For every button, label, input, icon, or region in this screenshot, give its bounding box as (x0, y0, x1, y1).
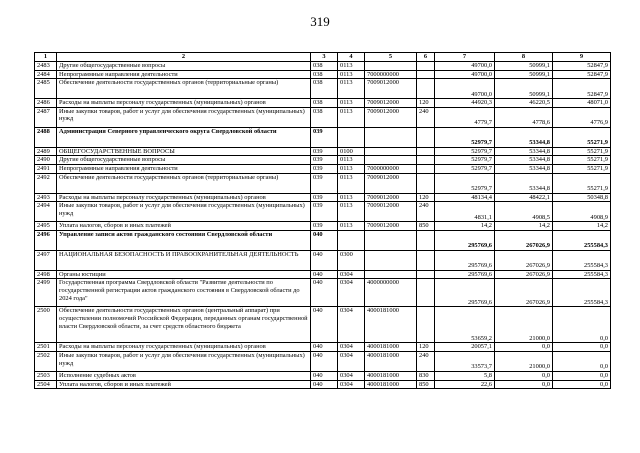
row-name: Расходы на выплаты персоналу государственных (муниципальных) органов (57, 343, 311, 352)
code-expense-type (417, 230, 435, 250)
code-admin: 040 (311, 371, 338, 380)
code-expense-type (417, 307, 435, 343)
row-number: 2492 (35, 173, 57, 193)
row-number: 2496 (35, 230, 57, 250)
code-section (338, 127, 365, 147)
row-name: Органы юстиции (57, 270, 311, 279)
code-section: 0113 (338, 99, 365, 108)
amount-col-8: 267026,9 (495, 270, 553, 279)
amount-col-9: 255584,3 (553, 230, 611, 250)
code-admin: 040 (311, 343, 338, 352)
code-target (365, 62, 417, 71)
code-expense-type (417, 79, 435, 99)
code-admin: 038 (311, 70, 338, 79)
row-number: 2491 (35, 164, 57, 173)
code-expense-type (417, 70, 435, 79)
row-name: Непрограммные направления деятельности (57, 164, 311, 173)
code-target: 4000181000 (365, 351, 417, 371)
code-expense-type: 120 (417, 99, 435, 108)
code-admin: 038 (311, 99, 338, 108)
row-name: Иные закупки товаров, работ и услуг для обеспечения государственных (муниципальных) нужд (57, 351, 311, 371)
amount-col-8: 0,0 (495, 380, 553, 389)
code-expense-type: 830 (417, 371, 435, 380)
code-section: 0304 (338, 279, 365, 307)
amount-col-7: 52979,7 (435, 127, 495, 147)
code-target: 7009012000 (365, 79, 417, 99)
code-target (365, 250, 417, 270)
amount-col-7: 49700,0 (435, 79, 495, 99)
code-admin: 040 (311, 307, 338, 343)
code-admin: 039 (311, 222, 338, 231)
amount-col-7: 295769,6 (435, 250, 495, 270)
row-number: 2486 (35, 99, 57, 108)
code-admin: 040 (311, 270, 338, 279)
amount-col-8: 4778,6 (495, 107, 553, 127)
header-cell: 5 (365, 53, 417, 62)
row-number: 2501 (35, 343, 57, 352)
code-target (365, 230, 417, 250)
page-number: 319 (310, 14, 330, 29)
amount-col-9: 50348,8 (553, 193, 611, 202)
table-row (35, 70, 611, 79)
amount-col-8: 53344,8 (495, 156, 553, 165)
row-name: Уплата налогов, сборов и иных платежей (57, 222, 311, 231)
amount-col-9: 255584,3 (553, 279, 611, 307)
amount-col-8: 50999,1 (495, 62, 553, 71)
code-expense-type (417, 173, 435, 193)
header-cell: 6 (417, 53, 435, 62)
amount-col-9: 4776,9 (553, 107, 611, 127)
code-admin: 039 (311, 202, 338, 222)
amount-col-7: 295769,6 (435, 279, 495, 307)
code-expense-type: 120 (417, 343, 435, 352)
amount-col-9: 0,0 (553, 307, 611, 343)
amount-col-9: 52847,9 (553, 79, 611, 99)
amount-col-9: 255584,3 (553, 250, 611, 270)
amount-col-9: 55271,9 (553, 147, 611, 156)
code-target (365, 270, 417, 279)
row-number: 2495 (35, 222, 57, 231)
table-row (35, 202, 611, 222)
header-cell: 2 (57, 53, 311, 62)
header-cell: 7 (435, 53, 495, 62)
code-section: 0113 (338, 222, 365, 231)
code-expense-type: 240 (417, 351, 435, 371)
row-number: 2493 (35, 193, 57, 202)
row-name: Обеспечение деятельности государственных органов (территориальные органы) (57, 79, 311, 99)
table-row (35, 79, 611, 99)
code-expense-type (417, 164, 435, 173)
code-admin: 040 (311, 230, 338, 250)
header-cell: 3 (311, 53, 338, 62)
table-row (35, 343, 611, 352)
row-number: 2494 (35, 202, 57, 222)
code-target: 7009012000 (365, 193, 417, 202)
row-name: Иные закупки товаров, работ и услуг для обеспечения государственных (муниципальных) нужд (57, 107, 311, 127)
row-number: 2497 (35, 250, 57, 270)
row-number: 2489 (35, 147, 57, 156)
amount-col-9: 4908,9 (553, 202, 611, 222)
code-section: 0113 (338, 193, 365, 202)
row-name: Расходы на выплаты персоналу государственных (муниципальных) органов (57, 193, 311, 202)
code-section: 0304 (338, 380, 365, 389)
code-target (365, 147, 417, 156)
row-number: 2487 (35, 107, 57, 127)
row-name: Исполнение судебных актов (57, 371, 311, 380)
code-admin: 040 (311, 380, 338, 389)
code-target (365, 156, 417, 165)
amount-col-9: 0,0 (553, 380, 611, 389)
amount-col-9: 55271,9 (553, 156, 611, 165)
code-target: 7009012000 (365, 99, 417, 108)
table-row (35, 156, 611, 165)
table-row (35, 127, 611, 147)
code-admin: 039 (311, 156, 338, 165)
amount-col-9: 55271,9 (553, 173, 611, 193)
amount-col-8: 21000,0 (495, 351, 553, 371)
code-admin: 039 (311, 147, 338, 156)
amount-col-7: 52979,7 (435, 173, 495, 193)
row-name: Другие общегосударственные вопросы (57, 62, 311, 71)
code-section: 0304 (338, 270, 365, 279)
code-expense-type (417, 127, 435, 147)
code-target: 4000181000 (365, 371, 417, 380)
amount-col-7: 53659,2 (435, 307, 495, 343)
row-number: 2500 (35, 307, 57, 343)
header-cell: 8 (495, 53, 553, 62)
code-expense-type: 240 (417, 202, 435, 222)
amount-col-7: 49700,0 (435, 62, 495, 71)
code-expense-type (417, 250, 435, 270)
amount-col-8: 267026,9 (495, 279, 553, 307)
row-name: НАЦИОНАЛЬНАЯ БЕЗОПАСНОСТЬ И ПРАВООХРАНИТЕЛЬНАЯ ДЕЯТЕЛЬНОСТЬ (57, 250, 311, 270)
amount-col-8: 50999,1 (495, 79, 553, 99)
code-admin: 040 (311, 250, 338, 270)
amount-col-8: 53344,8 (495, 173, 553, 193)
row-number: 2490 (35, 156, 57, 165)
code-expense-type: 240 (417, 107, 435, 127)
code-section: 0113 (338, 62, 365, 71)
amount-col-7: 295769,6 (435, 230, 495, 250)
header-cell: 1 (35, 53, 57, 62)
code-section: 0304 (338, 351, 365, 371)
code-section: 0113 (338, 173, 365, 193)
code-expense-type (417, 62, 435, 71)
amount-col-8: 21000,0 (495, 307, 553, 343)
amount-col-9: 0,0 (553, 343, 611, 352)
code-target: 7009012000 (365, 173, 417, 193)
code-section (338, 230, 365, 250)
code-section: 0113 (338, 164, 365, 173)
code-expense-type (417, 279, 435, 307)
amount-col-7: 52979,7 (435, 156, 495, 165)
amount-col-7: 48134,4 (435, 193, 495, 202)
row-name: Управление записи актов гражданского состояния Свердловской области (57, 230, 311, 250)
code-admin: 039 (311, 127, 338, 147)
amount-col-7: 33573,7 (435, 351, 495, 371)
row-name: Администрация Северного управленческого округа Свердловской области (57, 127, 311, 147)
row-name: Другие общегосударственные вопросы (57, 156, 311, 165)
row-name: Государственная программа Свердловской области "Развитие деятельности по государственной регистрации актов гражданского состояния в Свердловской области до 2024 года" (57, 279, 311, 307)
amount-col-8: 4908,5 (495, 202, 553, 222)
amount-col-9: 255584,3 (553, 270, 611, 279)
code-target: 7000000000 (365, 70, 417, 79)
table-body (35, 53, 611, 389)
amount-col-7: 22,6 (435, 380, 495, 389)
code-admin: 040 (311, 279, 338, 307)
table-row (35, 107, 611, 127)
amount-col-8: 50999,1 (495, 70, 553, 79)
row-number: 2499 (35, 279, 57, 307)
row-number: 2484 (35, 70, 57, 79)
code-section: 0113 (338, 70, 365, 79)
table-row (35, 270, 611, 279)
amount-col-9: 14,2 (553, 222, 611, 231)
amount-col-9: 55271,9 (553, 127, 611, 147)
table-row (35, 173, 611, 193)
row-number: 2504 (35, 380, 57, 389)
table-row (35, 351, 611, 371)
code-target (365, 127, 417, 147)
code-admin: 038 (311, 107, 338, 127)
amount-col-7: 44920,3 (435, 99, 495, 108)
code-target: 4000181000 (365, 380, 417, 389)
amount-col-8: 53344,8 (495, 127, 553, 147)
code-section: 0304 (338, 371, 365, 380)
budget-table (34, 52, 611, 389)
amount-col-9: 0,0 (553, 371, 611, 380)
amount-col-8: 0,0 (495, 343, 553, 352)
code-target: 7009012000 (365, 222, 417, 231)
table-row (35, 279, 611, 307)
code-expense-type (417, 270, 435, 279)
table-row (35, 193, 611, 202)
code-admin: 039 (311, 164, 338, 173)
row-name: Обеспечение деятельности государственных органов (территориальные органы) (57, 173, 311, 193)
amount-col-8: 267026,9 (495, 250, 553, 270)
code-expense-type: 850 (417, 380, 435, 389)
amount-col-8: 48422,1 (495, 193, 553, 202)
row-name: ОБЩЕГОСУДАРСТВЕННЫЕ ВОПРОСЫ (57, 147, 311, 156)
row-number: 2488 (35, 127, 57, 147)
code-admin: 038 (311, 79, 338, 99)
amount-col-8: 53344,8 (495, 164, 553, 173)
amount-col-9: 52847,9 (553, 62, 611, 71)
amount-col-7: 20057,1 (435, 343, 495, 352)
amount-col-7: 4779,7 (435, 107, 495, 127)
table-row (35, 230, 611, 250)
row-name: Обеспечение деятельности государственных органов (центральный аппарат) при осуществлении полномочий Российской Федерации, переданных органам государственной власти Свердловской области, за счет средств областного бюджета (57, 307, 311, 343)
amount-col-7: 4831,1 (435, 202, 495, 222)
row-number: 2502 (35, 351, 57, 371)
table-row (35, 99, 611, 108)
row-number: 2483 (35, 62, 57, 71)
row-name: Непрограммные направления деятельности (57, 70, 311, 79)
amount-col-7: 295769,6 (435, 270, 495, 279)
code-section: 0304 (338, 343, 365, 352)
amount-col-8: 0,0 (495, 371, 553, 380)
amount-col-7: 49700,0 (435, 70, 495, 79)
code-target: 4000181000 (365, 307, 417, 343)
code-admin: 038 (311, 62, 338, 71)
amount-col-8: 53344,8 (495, 147, 553, 156)
amount-col-8: 267026,9 (495, 230, 553, 250)
table-row (35, 147, 611, 156)
table-row (35, 222, 611, 231)
code-section: 0113 (338, 107, 365, 127)
code-section: 0304 (338, 307, 365, 343)
table-row (35, 250, 611, 270)
code-target: 7009012000 (365, 107, 417, 127)
amount-col-7: 14,2 (435, 222, 495, 231)
code-section: 0113 (338, 202, 365, 222)
header-cell: 4 (338, 53, 365, 62)
table-row (35, 307, 611, 343)
table-header-row (35, 53, 611, 62)
amount-col-7: 52979,7 (435, 164, 495, 173)
table-row (35, 62, 611, 71)
table-row (35, 371, 611, 380)
amount-col-9: 52847,9 (553, 70, 611, 79)
row-name: Расходы на выплаты персоналу государственных (муниципальных) органов (57, 99, 311, 108)
code-section: 0300 (338, 250, 365, 270)
code-target: 4000000000 (365, 279, 417, 307)
code-admin: 039 (311, 173, 338, 193)
code-expense-type: 120 (417, 193, 435, 202)
code-target: 4000181000 (365, 343, 417, 352)
row-number: 2485 (35, 79, 57, 99)
row-name: Уплата налогов, сборов и иных платежей (57, 380, 311, 389)
amount-col-9: 48071,0 (553, 99, 611, 108)
code-expense-type (417, 156, 435, 165)
code-admin: 040 (311, 351, 338, 371)
row-name: Иные закупки товаров, работ и услуг для обеспечения государственных (муниципальных) нужд (57, 202, 311, 222)
amount-col-7: 52979,7 (435, 147, 495, 156)
code-admin: 039 (311, 193, 338, 202)
amount-col-8: 46220,5 (495, 99, 553, 108)
code-section: 0113 (338, 156, 365, 165)
amount-col-8: 14,2 (495, 222, 553, 231)
amount-col-7: 5,8 (435, 371, 495, 380)
amount-col-9: 55271,9 (553, 164, 611, 173)
row-number: 2503 (35, 371, 57, 380)
table-row (35, 380, 611, 389)
header-cell: 9 (553, 53, 611, 62)
code-target: 7009012000 (365, 202, 417, 222)
code-section: 0100 (338, 147, 365, 156)
table-row (35, 164, 611, 173)
code-expense-type (417, 147, 435, 156)
code-target: 7000000000 (365, 164, 417, 173)
code-expense-type: 850 (417, 222, 435, 231)
row-number: 2498 (35, 270, 57, 279)
amount-col-9: 0,0 (553, 351, 611, 371)
code-section: 0113 (338, 79, 365, 99)
